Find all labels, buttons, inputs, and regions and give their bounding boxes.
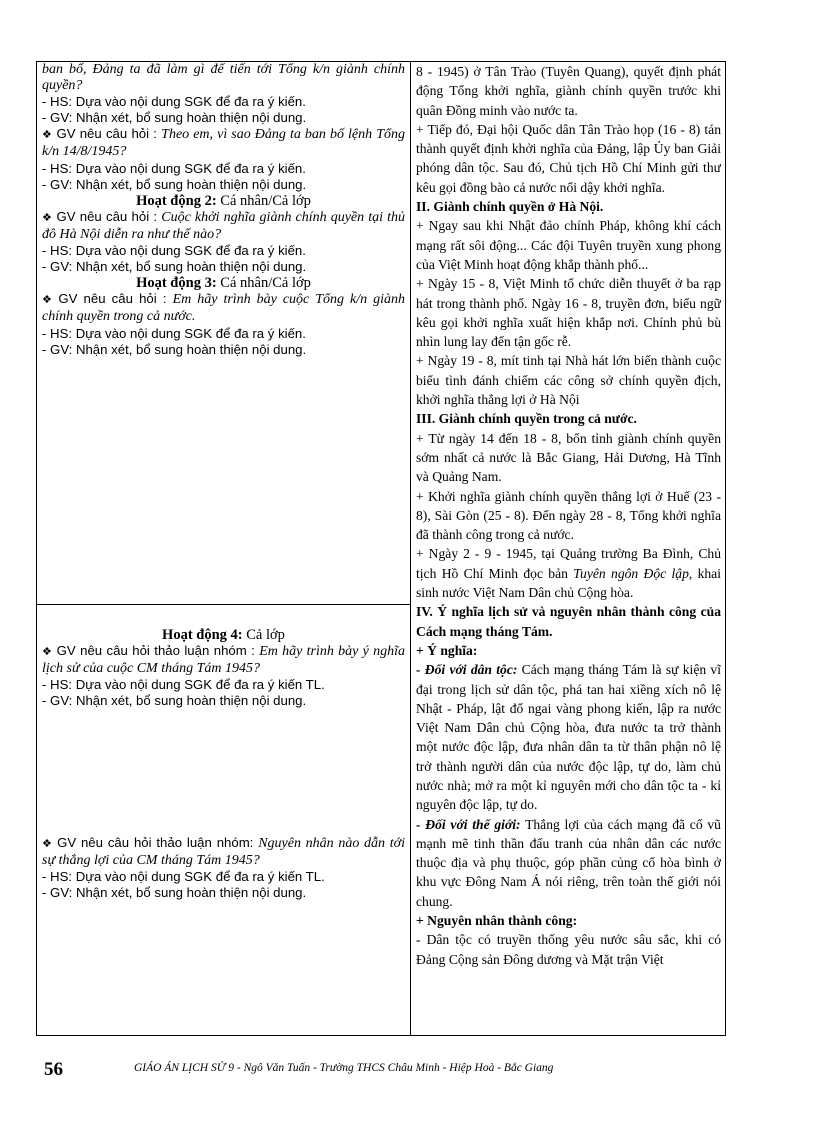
- content-paragraph: + Ngay sau khi Nhật đảo chính Pháp, không khí cách mạng rất sôi động... Các đội Tuyên truyền xung phong của Việt Minh hoạt động khắp thành phố...: [416, 218, 721, 272]
- question-item: [42, 291, 405, 325]
- content-paragraph: + Ngày 15 - 8, Việt Minh tổ chức diễn thuyết ở ba rạp hát trong thành phố. Ngày 16 - 8, truyền đơn, biểu ngữ kêu gọi khởi nghĩa xuất hiện khắp nơi. Chính phủ bù nhìn lung lay đến tận gốc rễ.: [416, 276, 721, 350]
- left-cell-top: [42, 62, 405, 602]
- left-cell-activity-4: [42, 627, 405, 777]
- paragraph-text: , khai sinh nước Việt Nam Dân chủ Cộng hòa.: [416, 565, 721, 601]
- content-paragraph: + Ngày 19 - 8, mít tinh tại Nhà hát lớn biến thành cuộc biểu tình đánh chiếm các công sở chính quyền địch, khởi nghĩa thắng lợi ở Hà Nội: [416, 353, 721, 408]
- page-number: 56: [44, 1059, 63, 1080]
- content-paragraph: - Dân tộc có truyền thống yêu nước sâu sắc, khi có Đảng Cộng sản Đông dương và Mặt trận Việt: [416, 932, 721, 967]
- question-text: ban bố, Đảng ta đã làm gì để tiến tới Tổng k/n giành chính quyền?: [42, 62, 405, 94]
- diamond-bullet-icon: ❖: [42, 838, 54, 850]
- activity-heading: [42, 627, 405, 643]
- question-lead: GV nêu câu hỏi :: [58, 291, 173, 307]
- section-heading: II. Giành chính quyền ở Hà Nội.: [416, 199, 604, 215]
- section-heading: IV. Ý nghĩa lịch sử và nguyên nhân thành công của Cách mạng tháng Tám.: [416, 604, 721, 639]
- diamond-bullet-icon: ❖: [42, 294, 55, 307]
- lesson-table: [36, 61, 726, 1036]
- content-paragraph: 8 - 1945) ở Tân Trào (Tuyên Quang), quyết định phát động Tổng khởi nghĩa, giành chính quyền trước khi quân Đồng minh vào nước ta.: [416, 64, 721, 118]
- question-text: Cuộc khởi nghĩa giành chính quyền tại thủ đô Hà Nội diễn ra như thế nào?: [42, 209, 405, 242]
- page-footer: [44, 1059, 744, 1079]
- activity-label: Hoạt động 4:: [162, 627, 243, 643]
- response-line: - HS: Dựa vào nội dung SGK để đa ra ý kiến.: [42, 94, 306, 110]
- activity-mode: Cá nhân/Cả lớp: [216, 192, 311, 209]
- question-lead: GV nêu câu hỏi thảo luận nhóm:: [57, 835, 259, 850]
- content-paragraph: + Tiếp đó, Đại hội Quốc dân Tân Trào họp (16 - 8) tán thành quyết định khởi nghĩa của Đảng, lập Ủy ban Giải phóng dân tộc. Sau đó, Chủ tịch Hồ Chí Minh gửi thư kêu gọi đồng bào cả nước nổi dậy khởi nghĩa.: [416, 121, 721, 195]
- content-paragraph: [416, 815, 721, 911]
- question-item: [42, 126, 405, 160]
- section-heading: + Ý nghĩa:: [416, 642, 478, 658]
- response-line: - HS: Dựa vào nội dung SGK để đa ra ý kiến.: [42, 243, 306, 259]
- content-paragraph: [416, 544, 721, 602]
- paragraph-text: Thắng lợi của cách mạng đã cổ vũ mạnh mẽ tinh thần đấu tranh của nhân dân các nước thuộc địa và phụ thuộc, góp phần củng cố hòa bình ở khu vực Đông Nam Á nói riêng, trên toàn thế giới nói chung.: [416, 816, 721, 909]
- question-text: Em hãy trình bày ý nghĩa lịch sử của cuộc CM tháng Tám 1945?: [42, 644, 405, 677]
- content-paragraph: [416, 660, 721, 814]
- content-paragraph: + Từ ngày 14 đến 18 - 8, bốn tỉnh giành chính quyền sớm nhất cả nước là Bắc Giang, Hải Dương, Hà Tĩnh và Quảng Nam.: [416, 430, 721, 485]
- activity-heading: [42, 275, 405, 291]
- diamond-bullet-icon: ❖: [42, 211, 53, 224]
- question-text: Theo em, vì sao Đảng ta ban bố lệnh Tổng k/n 14/8/1945?: [42, 127, 405, 160]
- diamond-bullet-icon: ❖: [42, 129, 53, 142]
- section-heading: + Nguyên nhân thành công:: [416, 913, 578, 929]
- activity-mode: Cả lớp: [242, 627, 285, 643]
- document-title: Tuyên ngôn Độc lập: [573, 565, 689, 581]
- question-lead: GV nêu câu hỏi :: [56, 126, 162, 142]
- question-item: [42, 209, 405, 243]
- response-line: - GV: Nhận xét, bổ sung hoàn thiện nội dung.: [42, 885, 307, 901]
- question-text: Em hãy trình bày cuộc Tổng k/n giành chính quyền trong cả nước.: [42, 292, 405, 325]
- section-heading: III. Giành chính quyền trong cả nước.: [416, 411, 637, 427]
- left-cell-cause-question: [42, 835, 405, 1035]
- column-divider: [410, 62, 411, 1035]
- footer-text: GIÁO ÁN LỊCH SỬ 9 - Ngô Văn Tuấn - Trường THCS Châu Minh - Hiệp Hoà - Bắc Giang: [134, 1062, 554, 1074]
- paragraph-lead: - Đối với thế giới:: [416, 816, 521, 832]
- paragraph-text: + Ngày 2 - 9 - 1945, tại Quảng trường Ba Đình, Chủ tịch Hồ Chí Minh đọc bản: [416, 546, 721, 581]
- question-lead: GV nêu câu hỏi :: [56, 208, 162, 224]
- response-line: - GV: Nhận xét, bổ sung hoàn thiện nội dung.: [42, 341, 307, 357]
- question-item: [42, 643, 405, 677]
- question-lead: GV nêu câu hỏi thảo luận nhóm :: [56, 643, 260, 659]
- response-line: - GV: Nhận xét, bổ sung hoàn thiện nội dung.: [42, 110, 307, 126]
- diamond-bullet-icon: ❖: [42, 646, 53, 659]
- activity-heading: [42, 193, 405, 209]
- paragraph-text: Cách mạng tháng Tám là sự kiện vĩ đại trong lịch sử dân tộc, phá tan hai xiềng xích nô lệ Nhật - Pháp, lật đổ ngai vàng phong kiến, lập ra nước Việt Nam Dân chủ Cộng hòa, đưa nước ta trở thành một nước độc lập, đưa nhân dân ta từ thân phận nô lệ trở thành người dân của nước độc lập, tự do, làm chủ nước nhà; mở ra một kỉ nguyên mới cho dân tộc ta - kỉ nguyên độc lập, tự do.: [416, 662, 721, 813]
- response-line: - GV: Nhận xét, bổ sung hoàn thiện nội dung.: [42, 176, 307, 192]
- paragraph-lead: - Đối với dân tộc:: [416, 662, 518, 678]
- activity-label: Hoạt động 3:: [136, 275, 217, 292]
- response-line: - GV: Nhận xét, bổ sung hoàn thiện nội dung.: [42, 259, 307, 275]
- response-line: - HS: Dựa vào nội dung SGK để đa ra ý kiến.: [42, 325, 306, 341]
- activity-mode: Cá nhân/Cả lớp: [216, 275, 311, 292]
- right-cell-content: [416, 62, 721, 1035]
- response-line: - HS: Dựa vào nội dung SGK để đa ra ý kiến TL.: [42, 677, 325, 693]
- response-line: - HS: Dựa vào nội dung SGK để đa ra ý kiến.: [42, 160, 306, 176]
- question-text: Nguyên nhân nào dẫn tới sự thắng lợi của CM tháng Tám 1945?: [42, 836, 405, 869]
- content-paragraph: + Khởi nghĩa giành chính quyền thắng lợi ở Huế (23 - 8), Sài Gòn (25 - 8). Đến ngày 28 - 8, Tổng khởi nghĩa đã thành công trong cả nước.: [416, 488, 721, 543]
- response-line: - HS: Dựa vào nội dung SGK để đa ra ý kiến TL.: [42, 869, 325, 885]
- row-divider: [37, 604, 410, 605]
- response-line: - GV: Nhận xét, bổ sung hoàn thiện nội dung.: [42, 693, 307, 709]
- question-item: [42, 835, 405, 869]
- activity-label: Hoạt động 2:: [136, 192, 217, 209]
